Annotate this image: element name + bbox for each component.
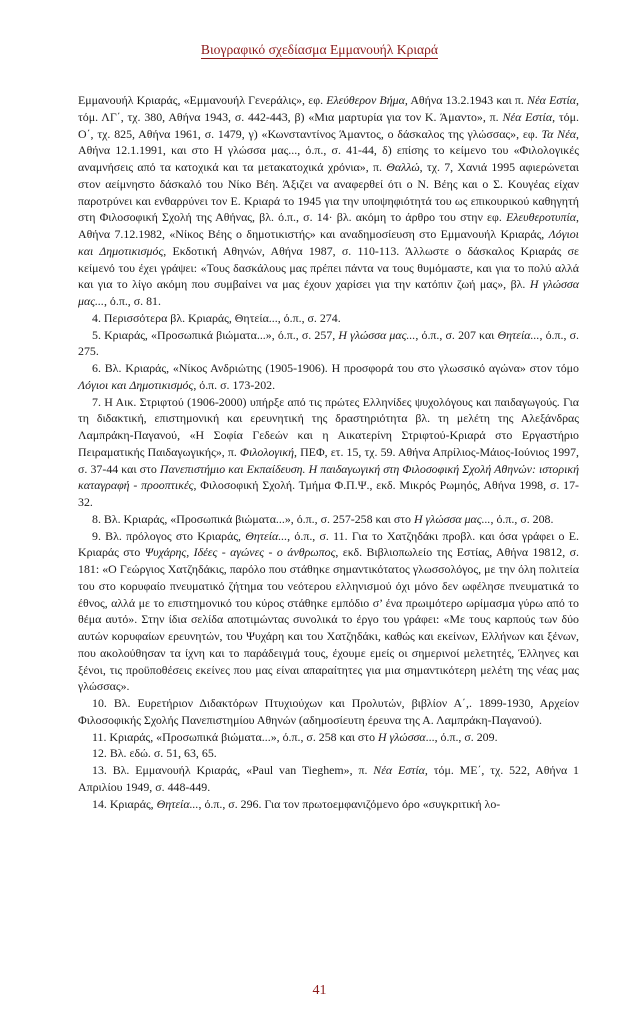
footnote-continuation — [78, 92, 579, 310]
footnote-text: 4. Περισσότερα βλ. Κριαράς, Θητεία..., ό.π., σ. 274. — [92, 310, 341, 325]
footnote-text: , ό.π., σ. 275. — [78, 327, 579, 359]
footnote-text: , ό.π., σ. 11. Για το Χατζηδάκι προβλ. και όσα γράφει ο Ε. Κριαράς στο — [78, 528, 579, 560]
footnote — [78, 745, 579, 762]
footnote-text: , Αθήνα 12.1.1991, και στο Η γλώσσα μας..., ό.π., σ. 41-44, δ) επίσης το κείμενο του «Φιλολογικές αναμνήσεις από τα κατοχικά και τα μετακατοχικά χρόνια», π. — [78, 126, 579, 174]
footnotes-body — [78, 92, 579, 812]
italic-title: Η γλώσσα μας... — [338, 327, 416, 342]
italic-title: Νέα Εστία — [527, 93, 577, 107]
italic-title: Η γλώσσα μας... — [78, 277, 579, 308]
footnote — [78, 360, 579, 394]
footnote-text: 11. Κριαράς, «Προσωπικά βιώματα...», ό.π., σ. 258 και στο — [92, 729, 378, 744]
footnote-text: , Αθήνα 13.2.1943 και π. — [404, 93, 528, 107]
footnote — [78, 394, 579, 511]
header-title: Βιογραφικό σχεδίασμα Εμμανουήλ Κριαρά — [200, 42, 439, 57]
footnote-text: 5. Κριαράς, «Προσωπικά βιώματα...», ό.π., σ. 257, — [92, 327, 339, 342]
italic-title: Νέα Εστία — [502, 109, 553, 124]
italic-title: Ελευθεροτυπία — [506, 210, 577, 225]
footnote — [78, 528, 579, 696]
footnote-text: ..., ό.π., σ. 209. — [425, 729, 498, 744]
footnote-text: , τόμ. ΛΓ΄, τχ. 380, Αθήνα 1943, σ. 442-443, β) «Μια μαρτυρία για τον Κ. Άμαντο», π. — [78, 93, 579, 124]
italic-title: Νέα Εστία — [373, 763, 425, 777]
footnote-text: , ΠΕΦ, ετ. 15, τχ. 59. Αθήνα Απρίλιος-Μάιος-Ιούνιος 1997, σ. 37-44 και στο — [78, 444, 580, 476]
italic-title: Ψυχάρης, Ιδέες - αγώνες - ο άνθρωπος — [144, 545, 336, 560]
footnote-text: 8. Βλ. Κριαράς, «Προσωπικά βιώματα...», ό.π., σ. 257-258 και στο — [92, 511, 414, 526]
italic-title: Θητεία... — [497, 327, 540, 342]
footnote-text: 12. Βλ. εδώ. σ. 51, 63, 65. — [92, 746, 217, 761]
italic-title: Λόγιοι και Δημοτικισμός — [78, 227, 579, 258]
footnote-text: Εμμανουήλ Κριαράς, «Εμμανουήλ Γενεράλις», εφ. — [78, 93, 327, 107]
italic-title: Η γλώσσα — [378, 729, 426, 744]
footnote — [78, 762, 579, 796]
footnote — [78, 511, 579, 528]
italic-title: Φιλολογική — [239, 444, 295, 459]
italic-title: Η γλώσσα μας... — [413, 511, 491, 526]
footnote-text: , ό.π., σ. 296. Για τον πρωτοεμφανιζόμενο όρο «συγκριτική λο- — [198, 796, 501, 811]
footnote-text: 13. Βλ. Εμμανουήλ Κριαράς, «Paul van Tieghem», π. — [92, 763, 374, 777]
italic-title: Τα Νέα — [541, 126, 577, 141]
footnote — [78, 327, 579, 361]
footnote-text: 14. Κριαράς, — [92, 796, 157, 811]
footnote-text: 10. Βλ. Ευρετήριον Διδακτόρων Πτυχιούχων και Προλυτών, βιβλίον Α΄,. 1899-1930, Αρχείον Φιλοσοφικής Σχολής Πανεπιστημίου Αθηνών (αδημοσίευτη έρευνα της Α. Λαμπράκη-Παγανού). — [78, 696, 579, 727]
footnote — [78, 310, 579, 327]
footnote-text: , ό.π., σ. 208. — [490, 511, 554, 526]
footnote-text: 6. Βλ. Κριαράς, «Νίκος Ανδριώτης (1905-1906). Η προσφορά του στο γλωσσικό αγώνα» στον τόμο — [92, 361, 579, 375]
footnote-text: , ό.π., σ. 207 και — [415, 327, 498, 342]
italic-title: Λόγιοι και Δημοτικισμός — [78, 377, 194, 392]
footnote-text: , Εκδοτική Αθηνών, Αθήνα 1987, σ. 110-113. Άλλωστε ο δάσκαλος Κριαράς σε κείμενό του έχει γράψει: «Τους δασκάλους μας πρέπει πάντα να τους θυμόμαστε, και για το πολύ αλλά και για το λίγο ακόμη που συμβαίνει να μας έχουν χαρίσει για την κατόπιν ζωή μας», βλ. — [78, 243, 579, 292]
footnote-text: 9. Βλ. πρόλογος στο Κριαράς, — [92, 528, 246, 543]
italic-title: Θαλλώ — [386, 160, 420, 174]
footnote-text: 7. Η Αικ. Στριφτού (1906-2000) υπήρξε από τις πρώτες Ελληνίδες ψυχολόγους και παιδαγωγούς. Για τη διδακτική, επιστημονική και ερευνητική της δραστηριότητα βλ. τη μελέτη της Αλεξάνδρας Λαμπράκη-Παγανού, «Η Σοφία Γεδεών και η Αικατερίνη Στριφτού-Κριαρά στο Εργαστήριο Πειραματικής Παιδαγωγικής», π. — [78, 394, 579, 459]
italic-title: Θητεία... — [245, 528, 288, 543]
italic-title: Θητεία... — [156, 796, 199, 811]
footnote-text: , εκδ. Βιβλιοπωλείο της Εστίας, Αθήνα 19812, σ. 181: «Ο Γεώργιος Χατζηδάκις, παρόλο που στάθηκε σημαντικότατος γλωσσολόγος, με την όλη πολιτεία του στο κορυφαίο πνευματικό ζήτημα του νεότερου ελληνισμού όχι μόνο δεν ωφέλησε πνευματικά το έθνος, αλλά με το επιστημονικό του κύρος στάθηκε εμπόδιο σ’ ένα πρωιμότερο ωρίμασμα γύρω από το θέμα αυτό». Στην ίδια σελίδα αποτιμώντας συνολικά το έργο του γράφει: «Με τους καρπούς των δύο αυτών κορυφαίων ερευνητών, του Ψυχάρη και του Χατζηδάκι, καθώς και εκείνων, Ελλήνων και ξένων, που ακολούθησαν τα ίχνη και το παράδειγμά τους, έχουμε εμείς οι σημερινοί μελετητές, Έλληνες και ξένοι, τις προϋποθέσεις εκείνες που μας είναι απαραίτητες για μια σημαντικότερη μελέτη της νέας μας γλώσσας». — [78, 545, 580, 694]
footnote-text: , Αθήνα 7.12.1982, «Νίκος Βέης ο δημοτικιστής» και αναδημοσίευση στο Εμμανουήλ Κριαράς, — [78, 210, 579, 241]
footnote-text: , Φιλοσοφική Σχολή. Τμήμα Φ.Π.Ψ., εκδ. Μικρός Ρωμηός, Αθήνα 1998, σ. 17-32. — [78, 478, 579, 509]
footnote — [78, 729, 579, 746]
footnote-text: , τχ. 7, Χανιά 1995 αφιερώνεται στον αείμνηστο δάσκαλό του Νίκο Βέη. Άξιζει να αναφερθεί ότι ο Ν. Βέης και ο Σ. Κουγέας είχαν παροτρύνει και ενθαρρύνει τον Ε. Κριαρά το 1945 για την υποψηφιότητά του ως επικουρικού καθηγητή στη Φιλοσοφική Σχολή της Αθήνας, βλ. ό.π., σ. 14· βλ. ακόμη το άρθρο του στην εφ. — [78, 160, 580, 225]
footnote-text: , τόμ. ΜΕ΄, τχ. 522, Αθήνα 1 Απριλίου 1949, σ. 448-449. — [78, 763, 579, 794]
footnote-text: , τόμ. Ο΄, τχ. 825, Αθήνα 1961, σ. 1479, γ) «Κωνσταντίνος Άμαντος, ο δάσκαλος της γλώσσας», εφ. — [78, 109, 579, 141]
italic-title: Ελεύθερον Βήμα — [326, 93, 405, 107]
running-header — [0, 42, 639, 58]
footnote-text: , ό.π. σ. 173-202. — [193, 377, 276, 392]
footnote-text: , ό.π., σ. 81. — [103, 294, 161, 308]
page-number: 41 — [312, 983, 327, 998]
footnote — [78, 796, 579, 813]
footnote — [78, 695, 579, 729]
italic-title: Πανεπιστήμιο και Εκπαίδευση. Η παιδαγωγική στη Φιλοσοφική Σχολή Αθηνών: ιστορική καταγραφή - προοπτικές — [78, 461, 579, 493]
